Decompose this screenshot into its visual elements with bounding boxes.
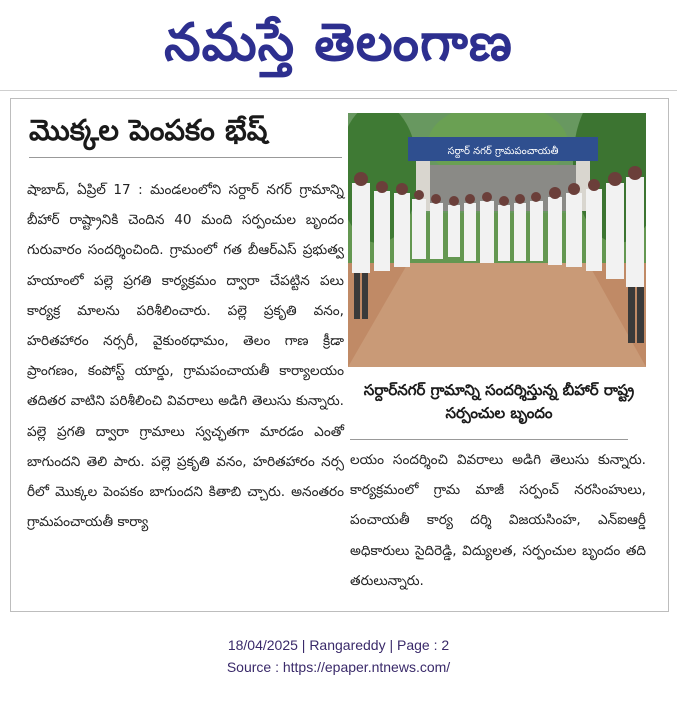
article-photo <box>348 113 646 367</box>
headline-divider <box>29 157 342 158</box>
gate-sign-text: సర్దార్ నగర్ గ్రామపంచాయతీ <box>447 146 559 157</box>
article-headline: మొక్కల పెంపకం భేష్ <box>29 113 268 147</box>
masthead <box>0 0 677 92</box>
footer <box>0 634 677 678</box>
article-body-right <box>350 445 646 596</box>
masthead-divider <box>0 90 677 91</box>
article-body-left <box>27 175 344 537</box>
masthead-title: నమస్తే తెలంగాణ <box>164 13 513 73</box>
footer-source: Source : https://epaper.ntnews.com/ <box>226 659 451 675</box>
body-text-left: షాబాద్, ఏప్రిల్ 17 : మండలంలోని సర్దార్ నగర్ గ్రామాన్ని బీహార్ రాష్ట్రానికి చెందిన 40 మంది సర్పంచుల బృందం గురువారం సందర్శించింది. గ్రామంలో గత బీఆర్ఎస్ ప్రభుత్వ హయాంలో పల్లె ప్రగతి కార్యక్రమం ద్వారా చేపట్టిన పలు కార్యక్ర మాలను పరిశీలించారు. పల్లె ప్రకృతి వనం, హరితహారం నర్సరీ, వైకుంఠధామం, తెలం గాణ క్రీడా ప్రాంగణం, కంపోస్ట్ యార్డు, గ్రామపంచాయతీ కార్యాలయం తదితర వాటిని పరిశీలించి వివరాలు అడిగి తెలుసు కున్నారు. పల్లె ప్రగతి ద్వారా గ్రామాలు స్వచ్ఛతగా మారడం ఎంతో బాగుందని తెలి పారు. పల్లె ప్రకృతి వనం, హరితహారం నర్స రీలో మొక్కల పెంపకం బాగుందని కితాబి చ్చారు. అనంతరం గ్రామపంచాయతీ కార్యా <box>27 182 344 531</box>
group-photo <box>348 113 646 367</box>
photo-caption: సర్దార్‌నగర్ గ్రామాన్ని సందర్శిస్తున్న బీహార్ రాష్ట్ర సర్పంచుల బృందం <box>363 381 635 422</box>
body-text-right: లయం సందర్శించి వివరాలు అడిగి తెలుసు కున్నారు. కార్యక్రమంలో గ్రామ మాజీ సర్పంచ్ నరసింహులు, పంచాయతీ కార్య దర్శి విజయసింహ, ఎన్ఐఆర్డీ అధికారులు సైదిరెడ్డి, విద్యులత, సర్పంచుల బృందం తది తరులున్నారు. <box>350 452 646 589</box>
caption-divider <box>350 439 628 440</box>
news-clipping <box>10 98 669 612</box>
footer-date-page: 18/04/2025 | Rangareddy | Page : 2 <box>227 637 450 653</box>
